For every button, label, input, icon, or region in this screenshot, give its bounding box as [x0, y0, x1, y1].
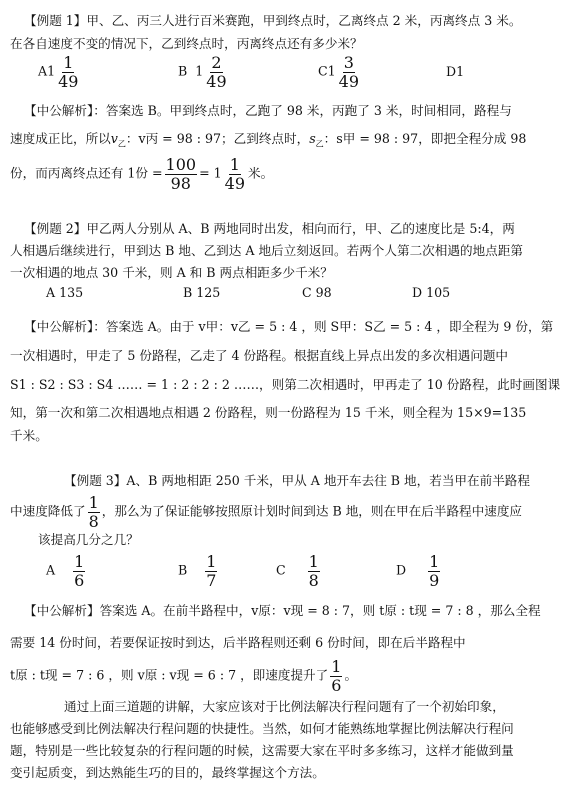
ex2-option-c: C 98 — [302, 285, 332, 300]
ex1-question-line1: 【例题 1】甲、乙、丙三人进行百米赛跑，甲到终点时，乙离终点 2 米，丙离终点 3 米。 — [24, 13, 522, 28]
ex3-question-line3: 该提高几分之几？ — [38, 532, 139, 547]
ex2-answer-line3: S1 : S2 : S3 : S4 …… = 1 : 2 : 2 : 2 ……，则第二次相遇时，甲再走了 10 份路程，此时画图课 — [10, 377, 561, 392]
ex1-option-d: D1 — [446, 64, 465, 79]
ex2-question-line2: 人相遇后继续进行，甲到达 B 地、乙到达 A 地后立刻返回。若两个人第二次相遇的地点距第 — [10, 243, 523, 258]
ex2-answer-line1: 【中公解析】：答案选 A。由于 v甲：v乙 = 5 : 4 ，则 S甲：S乙 = 5 : 4 ，即全程为 9 份，第 — [24, 319, 554, 334]
ex2-option-b: B 125 — [183, 285, 221, 300]
ex1-answer-line1: 【中公解析】：答案选 B。甲到终点时，乙跑了 98 米，丙跑了 3 米，时间相同，路程与 — [24, 103, 512, 118]
summary-line4: 变引起质变，到达熟能生巧的目的，最终掌握这个方法。 — [10, 765, 325, 780]
ex3-option-b: B $\frac{1}{7}$ — [178, 552, 217, 590]
summary-line3: 题，特别是一些比较复杂的行程问题的时候，这需要大家在平时多多练习，这样才能做到量 — [10, 743, 514, 758]
ex2-answer-line4: 知，第一次和第二次相遇地点相遇 2 份路程，则一份路程为 15 千米，则全程为 15×9=135 — [10, 405, 527, 420]
ex1-option-c: C1 $\frac{3}{49}$ — [318, 53, 360, 91]
ex2-option-d: D 105 — [412, 285, 451, 300]
ex1-option-a: A1 $\frac{1}{49}$ — [38, 53, 79, 91]
ex2-question-line1: 【例题 2】甲乙两人分别从 A、B 两地同时出发，相向而行，甲、乙的速度比是 5:4，两 — [24, 221, 515, 236]
ex2-question-line3: 一次相遇的地点 30 千米，则 A 和 B 两点相距多少千米？ — [10, 265, 333, 280]
ex2-answer-line5: 千米。 — [10, 428, 48, 443]
ex1-question-line2: 在各自速度不变的情况下，乙到终点时，丙离终点还有多少米？ — [10, 36, 363, 51]
ex3-option-a: A $\frac{1}{6}$ — [46, 552, 85, 590]
ex1-option-b: B 1 $\frac{2}{49}$ — [178, 53, 227, 91]
ex3-answer-line3: t原 : t现 = 7 : 6 ，则 v原 : v现 = 6 : 7 ，即速度提升了 $\frac{1}{6}$ 。 — [10, 657, 358, 695]
ex2-answer-line2: 一次相遇时，甲走了 5 份路程，乙走了 4 份路程。根据直线上异点出发的多次相遇问题中 — [10, 348, 509, 363]
summary-line2: 也能够感受到比例法解决行程问题的快捷性。当然，如何才能熟练地掌握比例法解决行程问 — [10, 721, 514, 736]
ex3-option-c: C $\frac{1}{8}$ — [276, 552, 319, 590]
ex1-answer-line2: 速度成正比，所以$v_乙$：v丙 = 98 : 97；乙到终点时，$s_乙$：s甲 = 98 : 97，即把全程分成 98 — [10, 131, 527, 149]
ex3-answer-line2: 需要 14 份时间，若要保证按时到达，后半路程则还剩 6 份时间，即在后半路程中 — [10, 635, 466, 650]
ex3-option-d: D $\frac{1}{9}$ — [396, 552, 440, 590]
ex3-question-line2: 中速度降低了 $\frac{1}{8}$ ，那么为了保证能够按照原计划时间到达 B 地，则在甲在后半路程中速度应 — [10, 493, 523, 531]
ex1-answer-line3: 份，而丙离终点还有 1份 = $\frac{100}{98}$ = 1 $\frac{1}{49}$ 米。 — [10, 155, 274, 193]
ex3-answer-line1: 【中公解析】答案选 A。在前半路程中，v原：v现 = 8 : 7，则 t原 : t现 = 7 : 8 ，那么全程 — [24, 603, 541, 618]
ex2-option-a: A 135 — [46, 285, 84, 300]
summary-line1: 通过上面三道题的讲解，大家应该对于比例法解决行程问题有了一个初始印象， — [64, 699, 505, 714]
ex3-question-line1: 【例题 3】A、B 两地相距 250 千米，甲从 A 地开车去往 B 地，若当甲在前半路程 — [64, 473, 530, 488]
